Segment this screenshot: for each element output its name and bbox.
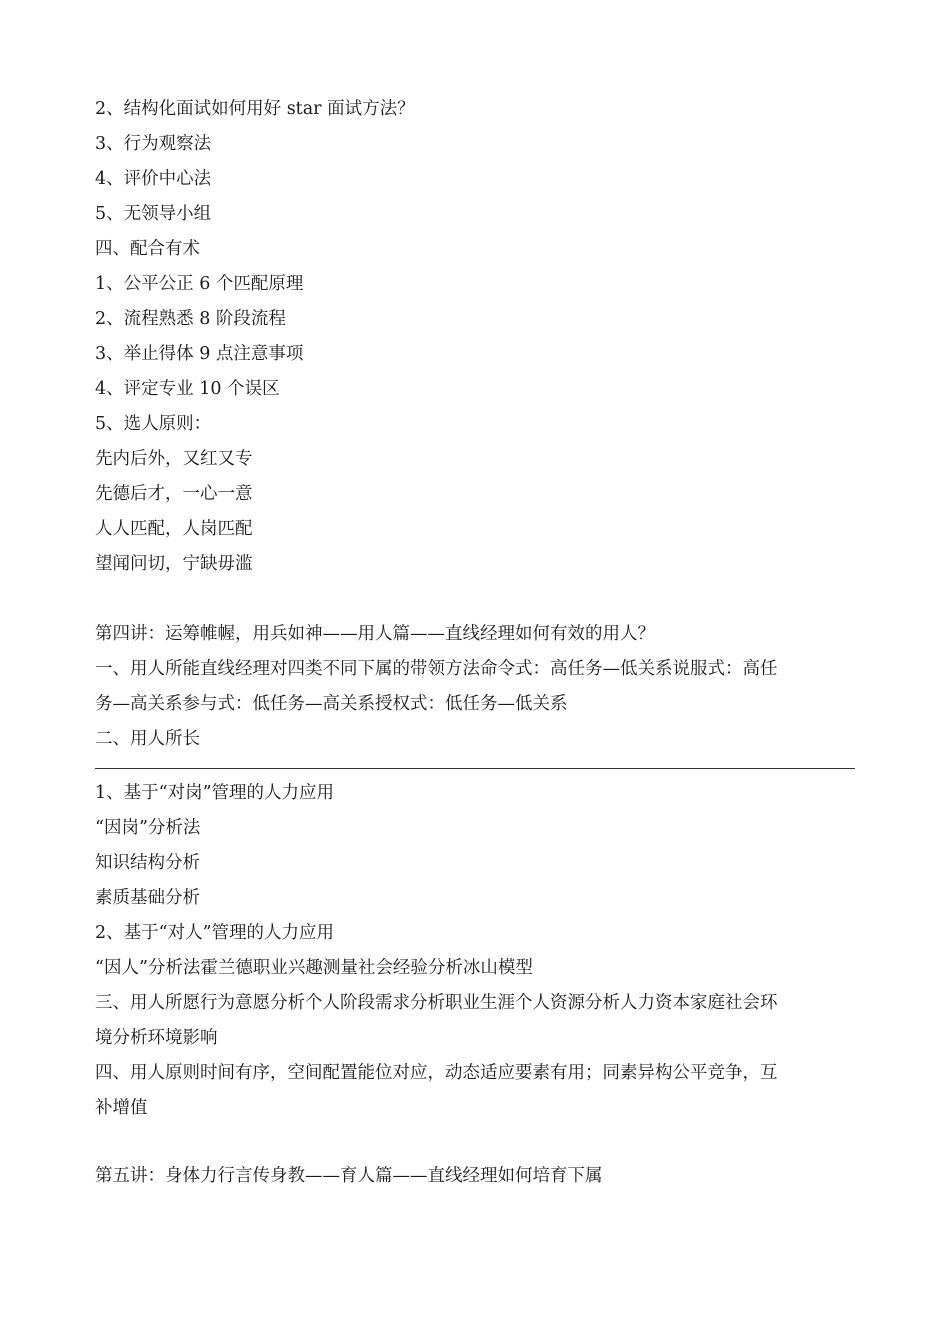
text-line: 2、基于“对人”管理的人力应用 [95, 923, 335, 943]
text-line: 3、行为观察法 [95, 134, 212, 154]
text-line: 补增值 [95, 1098, 148, 1118]
section-heading: 四、配合有术 [95, 239, 200, 259]
lecture-heading: 第四讲：运筹帷幄，用兵如神——用人篇——直线经理如何有效的用人？ [95, 624, 655, 644]
text-line: “因人”分析法霍兰德职业兴趣测量社会经验分析冰山模型 [95, 958, 533, 978]
text-line: 务—高关系参与式：低任务—高关系授权式：低任务—低关系 [95, 694, 568, 714]
text-line: 1、基于“对岗”管理的人力应用 [95, 783, 335, 803]
text-line: 3、举止得体 9 点注意事项 [95, 344, 304, 364]
text-line: 先德后才，一心一意 [95, 484, 253, 504]
text-line: 5、无领导小组 [95, 204, 212, 224]
text-line: 四、用人原则时间有序，空间配置能位对应，动态适应要素有用；同素异构公平竞争，互 [95, 1063, 778, 1083]
text-line: 知识结构分析 [95, 853, 200, 873]
text-line: 先内后外，又红又专 [95, 449, 253, 469]
text-line: 5、选人原则： [95, 414, 212, 434]
divider [95, 768, 855, 769]
text-line: 境分析环境影响 [95, 1028, 218, 1048]
text-line: 2、流程熟悉 8 阶段流程 [95, 309, 286, 329]
lecture-heading: 第五讲：身体力行言传身教——育人篇——直线经理如何培育下属 [95, 1166, 603, 1186]
text-line: 2、结构化面试如何用好 star 面试方法？ [95, 99, 415, 119]
text-line: 1、公平公正 6 个匹配原理 [95, 274, 304, 294]
text-line: 一、用人所能直线经理对四类不同下属的带领方法命令式：高任务—低关系说服式：高任 [95, 659, 778, 679]
text-line: 4、评价中心法 [95, 169, 212, 189]
section-heading: 二、用人所长 [95, 729, 200, 749]
text-line: 人人匹配，人岗匹配 [95, 519, 253, 539]
text-line: 望闻问切，宁缺毋滥 [95, 554, 253, 574]
text-line: 素质基础分析 [95, 888, 200, 908]
text-line: 三、用人所愿行为意愿分析个人阶段需求分析职业生涯个人资源分析人力资本家庭社会环 [95, 993, 778, 1013]
text-line: “因岗”分析法 [95, 818, 201, 838]
text-line: 4、评定专业 10 个误区 [95, 379, 280, 399]
